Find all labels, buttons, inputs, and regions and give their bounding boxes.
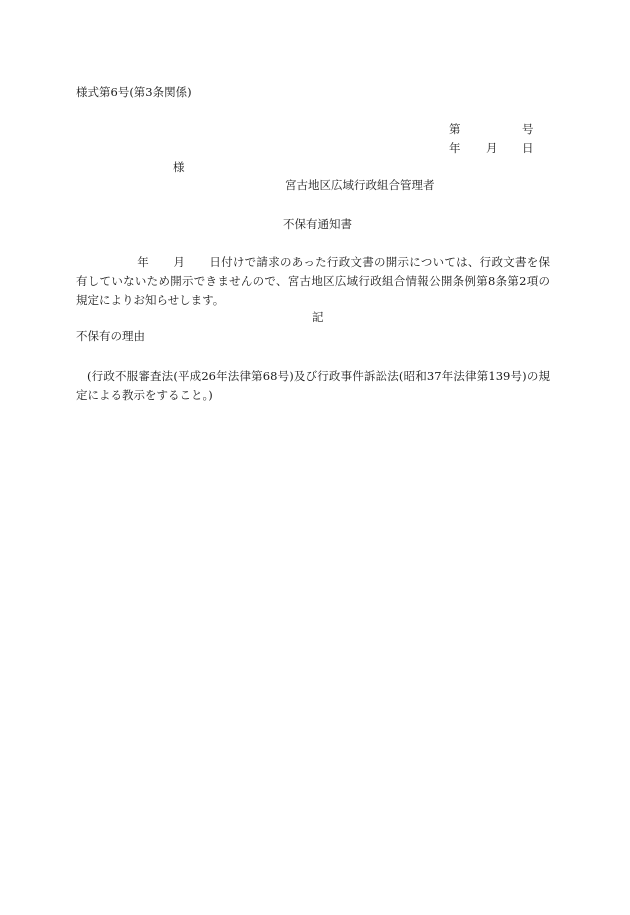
doc-number-suffix: 号: [522, 122, 534, 136]
body-text: 日付けで請求のあった行政文書の開示については、行政文書を保有していないため開示できませんので、宮古地区広域行政組合情報公開条例第8条第2項の規定によりお知らせします。: [76, 255, 551, 307]
sender-name: 宮古地区広域行政組合管理者: [285, 178, 435, 192]
form-label: 様式第6号(第3条関係): [76, 85, 192, 99]
date-day: 日: [522, 141, 534, 155]
reason-label: 不保有の理由: [76, 329, 145, 343]
body-month: 月: [173, 255, 186, 269]
ki-heading: 記: [312, 310, 324, 324]
date-month: 月: [486, 141, 498, 155]
doc-number-prefix: 第: [449, 122, 461, 136]
instruction-note: (行政不服審査法(平成26年法律第68号)及び行政事件訴訟法(昭和37年法律第139号)の規定による教示をすること。): [76, 369, 550, 402]
recipient-honorific: 様: [173, 160, 185, 174]
document-title: 不保有通知書: [283, 217, 352, 231]
date-year: 年: [449, 141, 461, 155]
body-paragraph: [76, 253, 550, 310]
body-year: 年: [137, 255, 150, 269]
